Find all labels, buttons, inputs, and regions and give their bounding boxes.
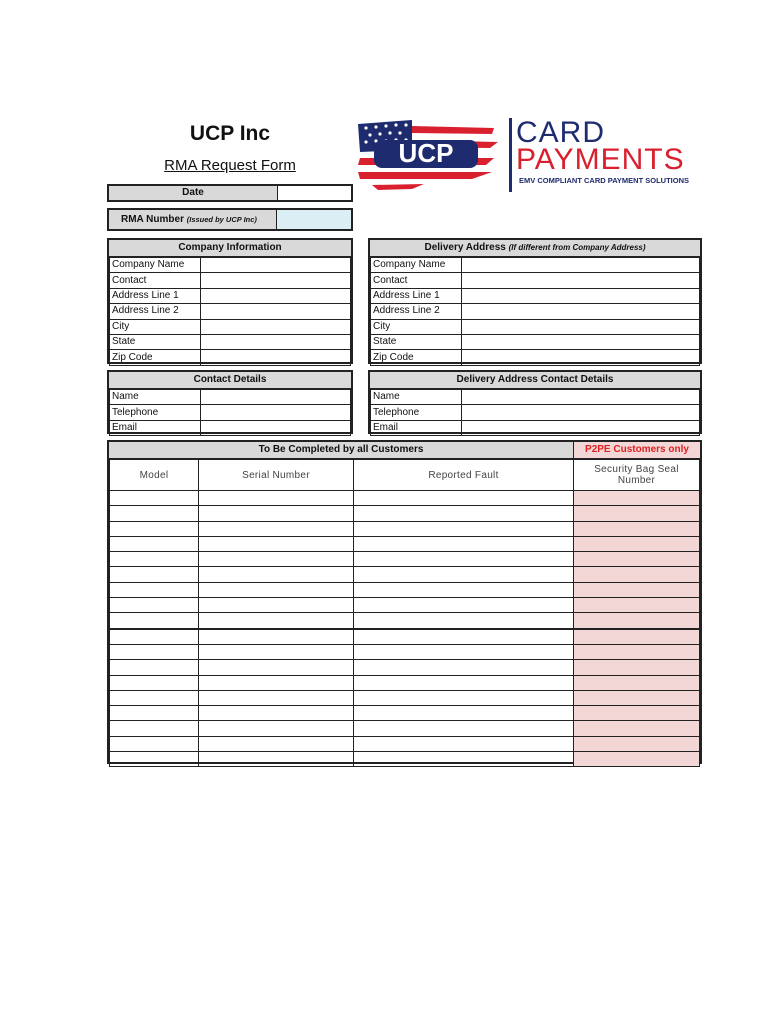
company-field-row [110, 273, 351, 288]
delivery-field-input[interactable] [462, 319, 700, 334]
company-field-row [110, 288, 351, 303]
table-row [110, 660, 700, 675]
company-information-heading: Company Information [109, 240, 351, 257]
serial-number-cell[interactable] [199, 752, 354, 767]
table-row [110, 675, 700, 690]
table-row [110, 629, 700, 645]
company-field-row [110, 304, 351, 319]
items-heading-p2pe: P2PE Customers only [574, 442, 700, 458]
table-row [110, 521, 700, 536]
company-field-input[interactable] [201, 350, 351, 365]
serial-number-cell[interactable] [199, 613, 354, 629]
serial-number-cell[interactable] [199, 736, 354, 751]
seal-number-cell[interactable] [574, 660, 700, 675]
logo-ucp-text: UCP [398, 138, 454, 168]
delivery-field-row [371, 288, 700, 303]
company-field-input[interactable] [201, 258, 351, 273]
serial-number-cell[interactable] [199, 582, 354, 597]
ucp-flag-logo [352, 114, 502, 192]
delivery-field-input[interactable] [462, 350, 700, 365]
delivery-field-row [371, 304, 700, 319]
date-row [107, 184, 353, 202]
company-field-label: Zip Code [110, 350, 201, 365]
contact-field-row [110, 420, 351, 435]
delivery-contact-field-row [371, 420, 700, 435]
company-field-row [110, 334, 351, 349]
table-row [110, 613, 700, 629]
serial-number-cell[interactable] [199, 660, 354, 675]
company-field-label: Company Name [110, 258, 201, 273]
delivery-field-input[interactable] [462, 304, 700, 319]
company-field-label: Contact [110, 273, 201, 288]
delivery-contact-heading: Delivery Address Contact Details [370, 372, 700, 389]
seal-number-cell[interactable] [574, 752, 700, 767]
reported-fault-cell[interactable] [354, 629, 574, 645]
date-label: Date [109, 186, 278, 200]
logo-card-text: CARD [516, 116, 606, 149]
reported-fault-cell[interactable] [354, 660, 574, 675]
delivery-address-table [370, 257, 700, 366]
delivery-field-label: State [371, 334, 462, 349]
table-row [110, 506, 700, 521]
company-information-section [107, 238, 353, 364]
column-serial-number: Serial Number [199, 460, 354, 491]
delivery-contact-field-label: Email [371, 420, 462, 435]
logo-tagline: EMV COMPLIANT CARD PAYMENT SOLUTIONS [519, 176, 690, 185]
reported-fault-cell[interactable] [354, 491, 574, 506]
model-cell[interactable] [110, 736, 199, 751]
delivery-address-heading [370, 240, 700, 257]
logo-divider [509, 118, 512, 192]
delivery-field-label: Contact [371, 273, 462, 288]
contact-field-label: Email [110, 420, 201, 435]
delivery-contact-table [370, 389, 700, 436]
delivery-field-row [371, 334, 700, 349]
column-model: Model [110, 460, 199, 491]
rma-note: (Issued by UCP Inc) [186, 215, 257, 224]
model-cell[interactable] [110, 706, 199, 721]
serial-number-cell[interactable] [199, 721, 354, 736]
reported-fault-cell[interactable] [354, 752, 574, 767]
reported-fault-cell[interactable] [354, 506, 574, 521]
serial-number-cell[interactable] [199, 506, 354, 521]
serial-number-cell[interactable] [199, 629, 354, 645]
delivery-field-label: Address Line 1 [371, 288, 462, 303]
seal-number-cell[interactable] [574, 598, 700, 613]
serial-number-cell[interactable] [199, 521, 354, 536]
form-subtitle: RMA Request Form [164, 157, 296, 174]
contact-field-row [110, 390, 351, 405]
reported-fault-cell[interactable] [354, 736, 574, 751]
model-cell[interactable] [110, 613, 199, 629]
serial-number-cell[interactable] [199, 598, 354, 613]
reported-fault-cell[interactable] [354, 675, 574, 690]
model-cell[interactable] [110, 752, 199, 767]
model-cell[interactable] [110, 721, 199, 736]
model-cell[interactable] [110, 506, 199, 521]
serial-number-cell[interactable] [199, 552, 354, 567]
model-cell[interactable] [110, 690, 199, 705]
table-row [110, 706, 700, 721]
delivery-address-note: (If different from Company Address) [508, 243, 646, 252]
table-row [110, 644, 700, 659]
seal-number-cell[interactable] [574, 491, 700, 506]
company-field-label: Address Line 1 [110, 288, 201, 303]
seal-number-cell[interactable] [574, 644, 700, 659]
model-cell[interactable] [110, 598, 199, 613]
delivery-contact-field-label: Telephone [371, 405, 462, 420]
serial-number-cell[interactable] [199, 675, 354, 690]
company-field-row [110, 350, 351, 365]
seal-number-cell[interactable] [574, 721, 700, 736]
logo-payments-text: PAYMENTS [516, 143, 685, 176]
company-field-row [110, 319, 351, 334]
delivery-field-input[interactable] [462, 273, 700, 288]
contact-field-label: Name [110, 390, 201, 405]
company-field-input[interactable] [201, 304, 351, 319]
date-input[interactable] [278, 186, 351, 200]
model-cell[interactable] [110, 629, 199, 645]
delivery-contact-field-input[interactable] [462, 420, 700, 435]
contact-details-table [109, 389, 351, 436]
delivery-field-row [371, 258, 700, 273]
company-field-input[interactable] [201, 334, 351, 349]
items-section [107, 440, 702, 764]
model-cell[interactable] [110, 536, 199, 551]
delivery-contact-field-label: Name [371, 390, 462, 405]
contact-field-label: Telephone [110, 405, 201, 420]
seal-number-cell[interactable] [574, 629, 700, 645]
delivery-address-title: Delivery Address [424, 242, 506, 253]
company-field-input[interactable] [201, 273, 351, 288]
company-field-row [110, 258, 351, 273]
reported-fault-cell[interactable] [354, 536, 574, 551]
seal-number-cell[interactable] [574, 690, 700, 705]
contact-details-heading: Contact Details [109, 372, 351, 389]
model-cell[interactable] [110, 582, 199, 597]
contact-details-section [107, 370, 353, 434]
contact-field-input[interactable] [201, 390, 351, 405]
seal-number-cell[interactable] [574, 675, 700, 690]
reported-fault-cell[interactable] [354, 613, 574, 629]
model-cell[interactable] [110, 644, 199, 659]
page-title: UCP Inc [189, 122, 271, 145]
model-cell[interactable] [110, 675, 199, 690]
delivery-field-input[interactable] [462, 288, 700, 303]
company-field-label: Address Line 2 [110, 304, 201, 319]
rma-number-input[interactable] [277, 210, 351, 229]
delivery-field-row [371, 350, 700, 365]
delivery-field-label: Address Line 2 [371, 304, 462, 319]
serial-number-cell[interactable] [199, 567, 354, 582]
model-cell[interactable] [110, 491, 199, 506]
delivery-field-input[interactable] [462, 258, 700, 273]
table-row [110, 721, 700, 736]
serial-number-cell[interactable] [199, 536, 354, 551]
reported-fault-cell[interactable] [354, 690, 574, 705]
seal-number-cell[interactable] [574, 706, 700, 721]
table-row [110, 567, 700, 582]
contact-field-input[interactable] [201, 420, 351, 435]
seal-number-cell[interactable] [574, 521, 700, 536]
serial-number-cell[interactable] [199, 644, 354, 659]
seal-number-cell[interactable] [574, 582, 700, 597]
delivery-contact-field-row [371, 405, 700, 420]
delivery-contact-field-row [371, 390, 700, 405]
delivery-contact-field-input[interactable] [462, 390, 700, 405]
delivery-address-section [368, 238, 702, 364]
column-reported-fault: Reported Fault [354, 460, 574, 491]
company-information-table [109, 257, 351, 366]
delivery-field-input[interactable] [462, 334, 700, 349]
items-heading-all: To Be Completed by all Customers [109, 442, 574, 458]
table-row [110, 690, 700, 705]
company-field-label: State [110, 334, 201, 349]
model-cell[interactable] [110, 567, 199, 582]
reported-fault-cell[interactable] [354, 521, 574, 536]
reported-fault-cell[interactable] [354, 598, 574, 613]
delivery-field-label: Zip Code [371, 350, 462, 365]
serial-number-cell[interactable] [199, 690, 354, 705]
reported-fault-cell[interactable] [354, 644, 574, 659]
table-row [110, 536, 700, 551]
delivery-contact-section [368, 370, 702, 434]
table-row [110, 491, 700, 506]
table-row [110, 736, 700, 751]
model-cell[interactable] [110, 660, 199, 675]
delivery-field-label: City [371, 319, 462, 334]
table-row [110, 598, 700, 613]
delivery-field-row [371, 273, 700, 288]
rma-label-text: RMA Number [121, 214, 184, 225]
items-table [109, 459, 700, 767]
table-row [110, 582, 700, 597]
company-field-input[interactable] [201, 319, 351, 334]
reported-fault-cell[interactable] [354, 706, 574, 721]
company-field-input[interactable] [201, 288, 351, 303]
contact-field-input[interactable] [201, 405, 351, 420]
seal-number-cell[interactable] [574, 736, 700, 751]
rma-number-label [109, 210, 277, 229]
column-security-bag-seal-number: Security Bag Seal Number [574, 460, 700, 491]
seal-number-cell[interactable] [574, 552, 700, 567]
company-field-label: City [110, 319, 201, 334]
serial-number-cell[interactable] [199, 706, 354, 721]
delivery-field-row [371, 319, 700, 334]
items-heading-row [109, 442, 700, 459]
reported-fault-cell[interactable] [354, 567, 574, 582]
model-cell[interactable] [110, 521, 199, 536]
model-cell[interactable] [110, 552, 199, 567]
delivery-contact-field-input[interactable] [462, 405, 700, 420]
reported-fault-cell[interactable] [354, 721, 574, 736]
contact-field-row [110, 405, 351, 420]
reported-fault-cell[interactable] [354, 552, 574, 567]
delivery-field-label: Company Name [371, 258, 462, 273]
seal-number-cell[interactable] [574, 567, 700, 582]
seal-number-cell[interactable] [574, 506, 700, 521]
table-row [110, 752, 700, 767]
items-column-header-row [110, 460, 700, 491]
serial-number-cell[interactable] [199, 491, 354, 506]
rma-number-row [107, 208, 353, 231]
seal-number-cell[interactable] [574, 536, 700, 551]
seal-number-cell[interactable] [574, 613, 700, 629]
reported-fault-cell[interactable] [354, 582, 574, 597]
table-row [110, 552, 700, 567]
